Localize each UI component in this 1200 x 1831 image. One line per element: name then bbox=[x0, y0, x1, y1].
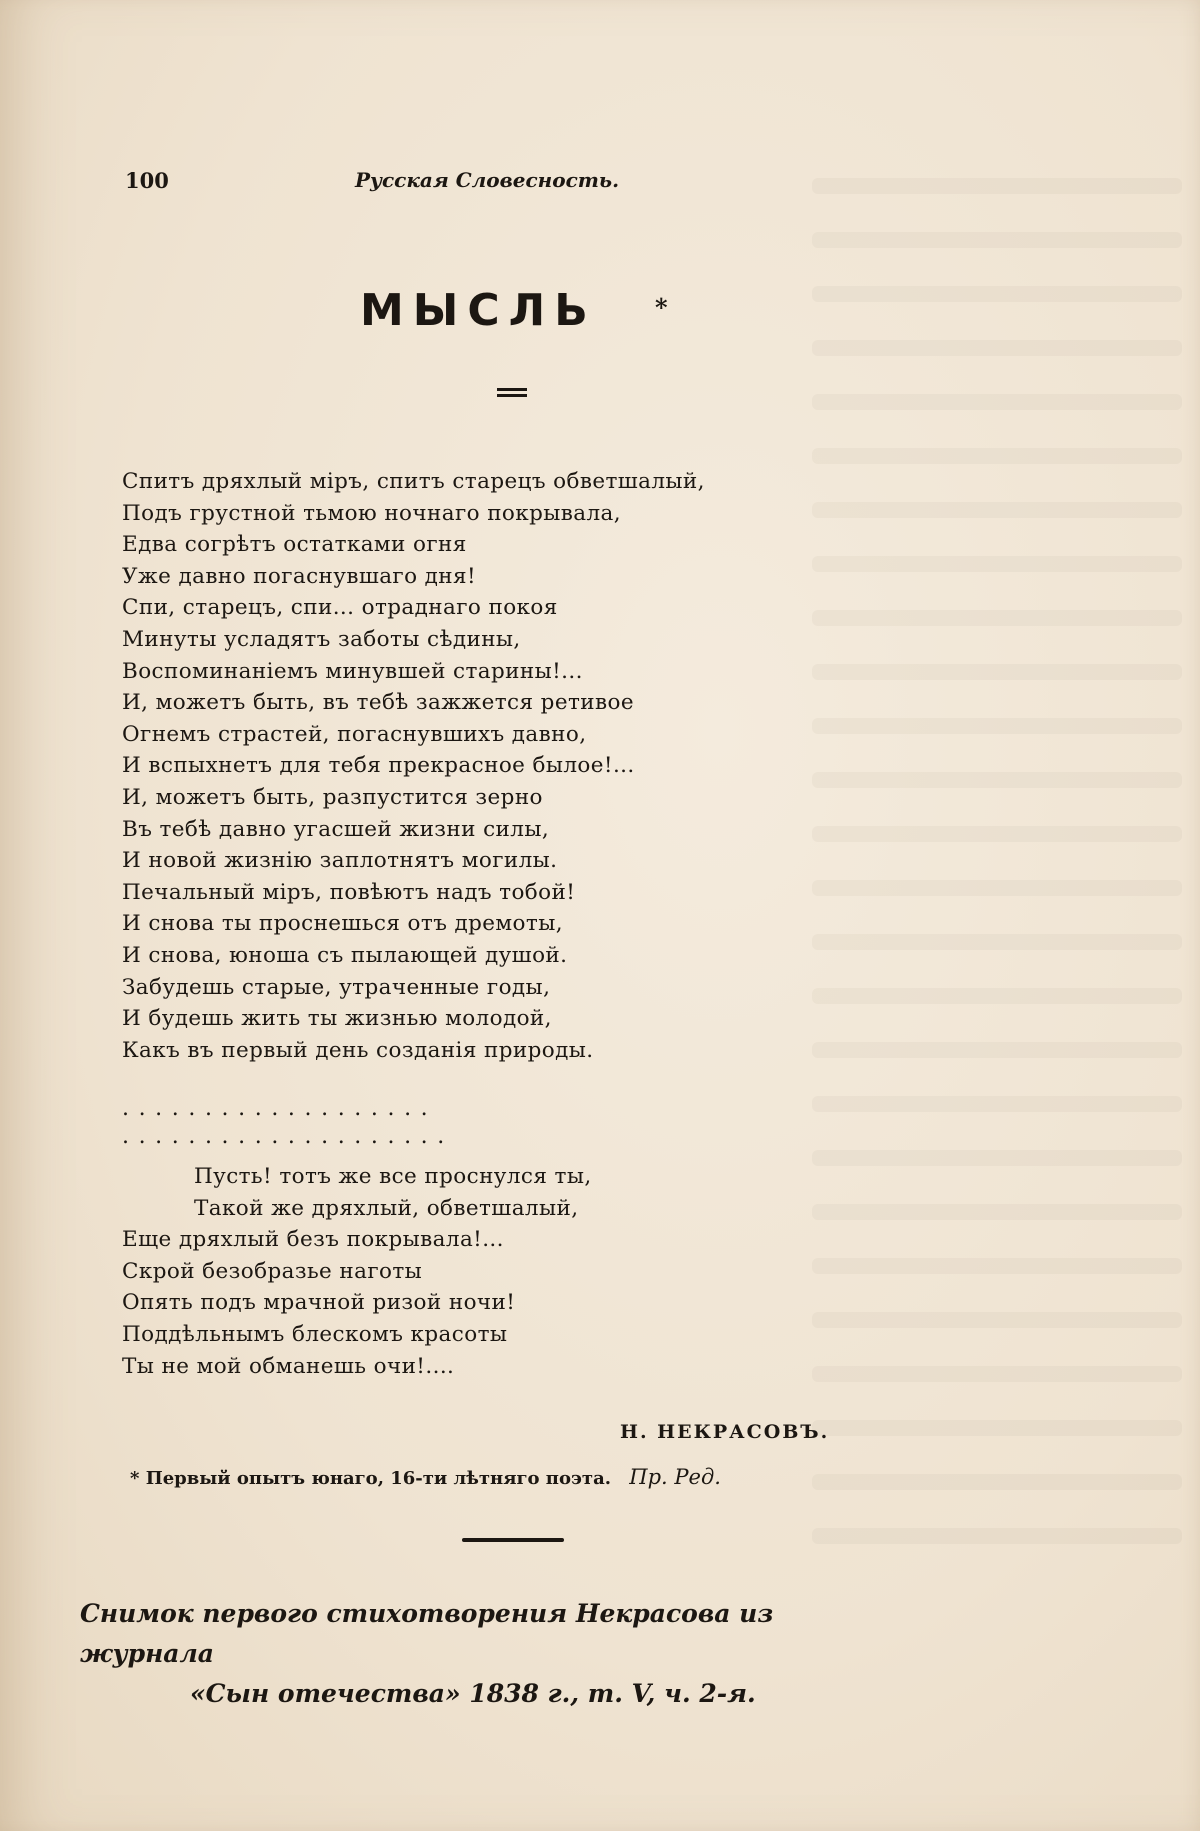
poem-line: И будешь жить ты жизнью молодой, bbox=[122, 1006, 552, 1032]
ellipsis-row: .................... bbox=[122, 1124, 454, 1149]
page-number: 100 bbox=[125, 168, 169, 193]
poem-line: Такой же дряхлый, обветшалый, bbox=[194, 1195, 579, 1221]
poem-line: Огнемъ страстей, погаснувшихъ давно, bbox=[122, 721, 587, 747]
caption-line-1: Снимок первого стихотворения Некрасова из журнала bbox=[80, 1599, 774, 1668]
show-through-bleed bbox=[812, 1528, 1182, 1544]
poem-line: Опять подъ мрачной ризой ночи! bbox=[122, 1290, 516, 1316]
show-through-bleed bbox=[812, 772, 1182, 788]
show-through-bleed bbox=[812, 286, 1182, 302]
running-title: Русская Словесность. bbox=[355, 168, 620, 192]
poem-stanza-2 bbox=[122, 1161, 592, 1382]
poem-line: Еще дряхлый безъ покрывала!... bbox=[122, 1227, 504, 1253]
poem-line: И вспыхнетъ для тебя прекрасное былое!... bbox=[122, 753, 635, 779]
poem-line: И, можетъ быть, въ тебѣ зажжется ретивое bbox=[122, 690, 634, 716]
poem-line: Печальный міръ, повѣютъ надъ тобой! bbox=[122, 879, 576, 905]
show-through-bleed bbox=[812, 1204, 1182, 1220]
show-through-bleed bbox=[812, 232, 1182, 248]
show-through-bleed bbox=[812, 1042, 1182, 1058]
poem-line: И, можетъ быть, разпустится зерно bbox=[122, 784, 543, 810]
show-through-bleed bbox=[812, 664, 1182, 680]
poem-line: Скрой безобразье наготы bbox=[122, 1258, 423, 1284]
show-through-bleed bbox=[812, 1420, 1182, 1436]
show-through-bleed bbox=[812, 718, 1182, 734]
page-caption bbox=[80, 1594, 880, 1714]
footnote bbox=[130, 1465, 721, 1489]
poem-line: Забудешь старые, утраченные годы, bbox=[122, 974, 551, 1000]
show-through-bleed bbox=[812, 1366, 1182, 1382]
show-through-bleed bbox=[812, 448, 1182, 464]
show-through-bleed bbox=[812, 1096, 1182, 1112]
show-through-bleed bbox=[812, 988, 1182, 1004]
show-through-bleed bbox=[812, 1474, 1182, 1490]
title-double-rule bbox=[497, 388, 527, 397]
poem-line: Воспоминаніемъ минувшей старины!... bbox=[122, 658, 583, 684]
page-header bbox=[125, 168, 645, 198]
poem-line: И новой жизнію заплотнятъ могилы. bbox=[122, 848, 558, 874]
poem-line: И снова, юноша съ пылающей душой. bbox=[122, 942, 568, 968]
footnote-marker: * bbox=[130, 1468, 140, 1489]
poem-line: Спи, старецъ, спи... отраднаго покоя bbox=[122, 595, 558, 621]
show-through-bleed bbox=[812, 1312, 1182, 1328]
show-through-bleed bbox=[812, 934, 1182, 950]
ellipsis-row: ................... bbox=[122, 1096, 438, 1121]
show-through-bleed bbox=[812, 556, 1182, 572]
section-separator bbox=[462, 1538, 564, 1542]
show-through-bleed bbox=[812, 178, 1182, 194]
author-signature: Н. НЕКРАСОВЪ. bbox=[620, 1421, 830, 1443]
show-through-bleed bbox=[812, 1258, 1182, 1274]
poem-line: Едва согрѣтъ остатками огня bbox=[122, 532, 467, 558]
show-through-bleed bbox=[812, 340, 1182, 356]
poem-line: Минуты усладятъ заботы сѣдины, bbox=[122, 626, 521, 652]
poem-line: Уже давно погаснувшаго дня! bbox=[122, 563, 477, 589]
show-through-bleed bbox=[812, 826, 1182, 842]
poem-line: Спитъ дряхлый міръ, спитъ старецъ обветшалый, bbox=[122, 469, 705, 494]
poem-stanza-1 bbox=[122, 466, 705, 1066]
poem-line: Ты не мой обманешь очи!.... bbox=[122, 1353, 455, 1379]
poem-line: Пусть! тотъ же все проснулся ты, bbox=[194, 1164, 592, 1189]
show-through-bleed bbox=[812, 880, 1182, 896]
show-through-bleed bbox=[812, 610, 1182, 626]
poem-line: Какъ въ первый день созданія природы. bbox=[122, 1037, 594, 1063]
show-through-bleed bbox=[812, 394, 1182, 410]
footnote-editor-note: Пр. Ред. bbox=[629, 1465, 721, 1489]
poem-line: Поддѣльнымъ блескомъ красоты bbox=[122, 1321, 508, 1347]
poem-line: Въ тебѣ давно угасшей жизни силы, bbox=[122, 816, 550, 842]
poem-line: Подъ грустной тьмою ночнаго покрывала, bbox=[122, 500, 622, 526]
caption-line-2: «Сын отечества» 1838 г., т. V, ч. 2-я. bbox=[190, 1679, 756, 1708]
footnote-text: Первый опытъ юнаго, 16-ти лѣтняго поэта. bbox=[145, 1468, 612, 1489]
footnote-marker-title: * bbox=[655, 293, 668, 322]
poem-line: И снова ты проснешься отъ дремоты, bbox=[122, 911, 563, 937]
show-through-bleed bbox=[812, 502, 1182, 518]
poem-title: МЫСЛЬ bbox=[360, 285, 597, 336]
show-through-bleed bbox=[812, 1150, 1182, 1166]
